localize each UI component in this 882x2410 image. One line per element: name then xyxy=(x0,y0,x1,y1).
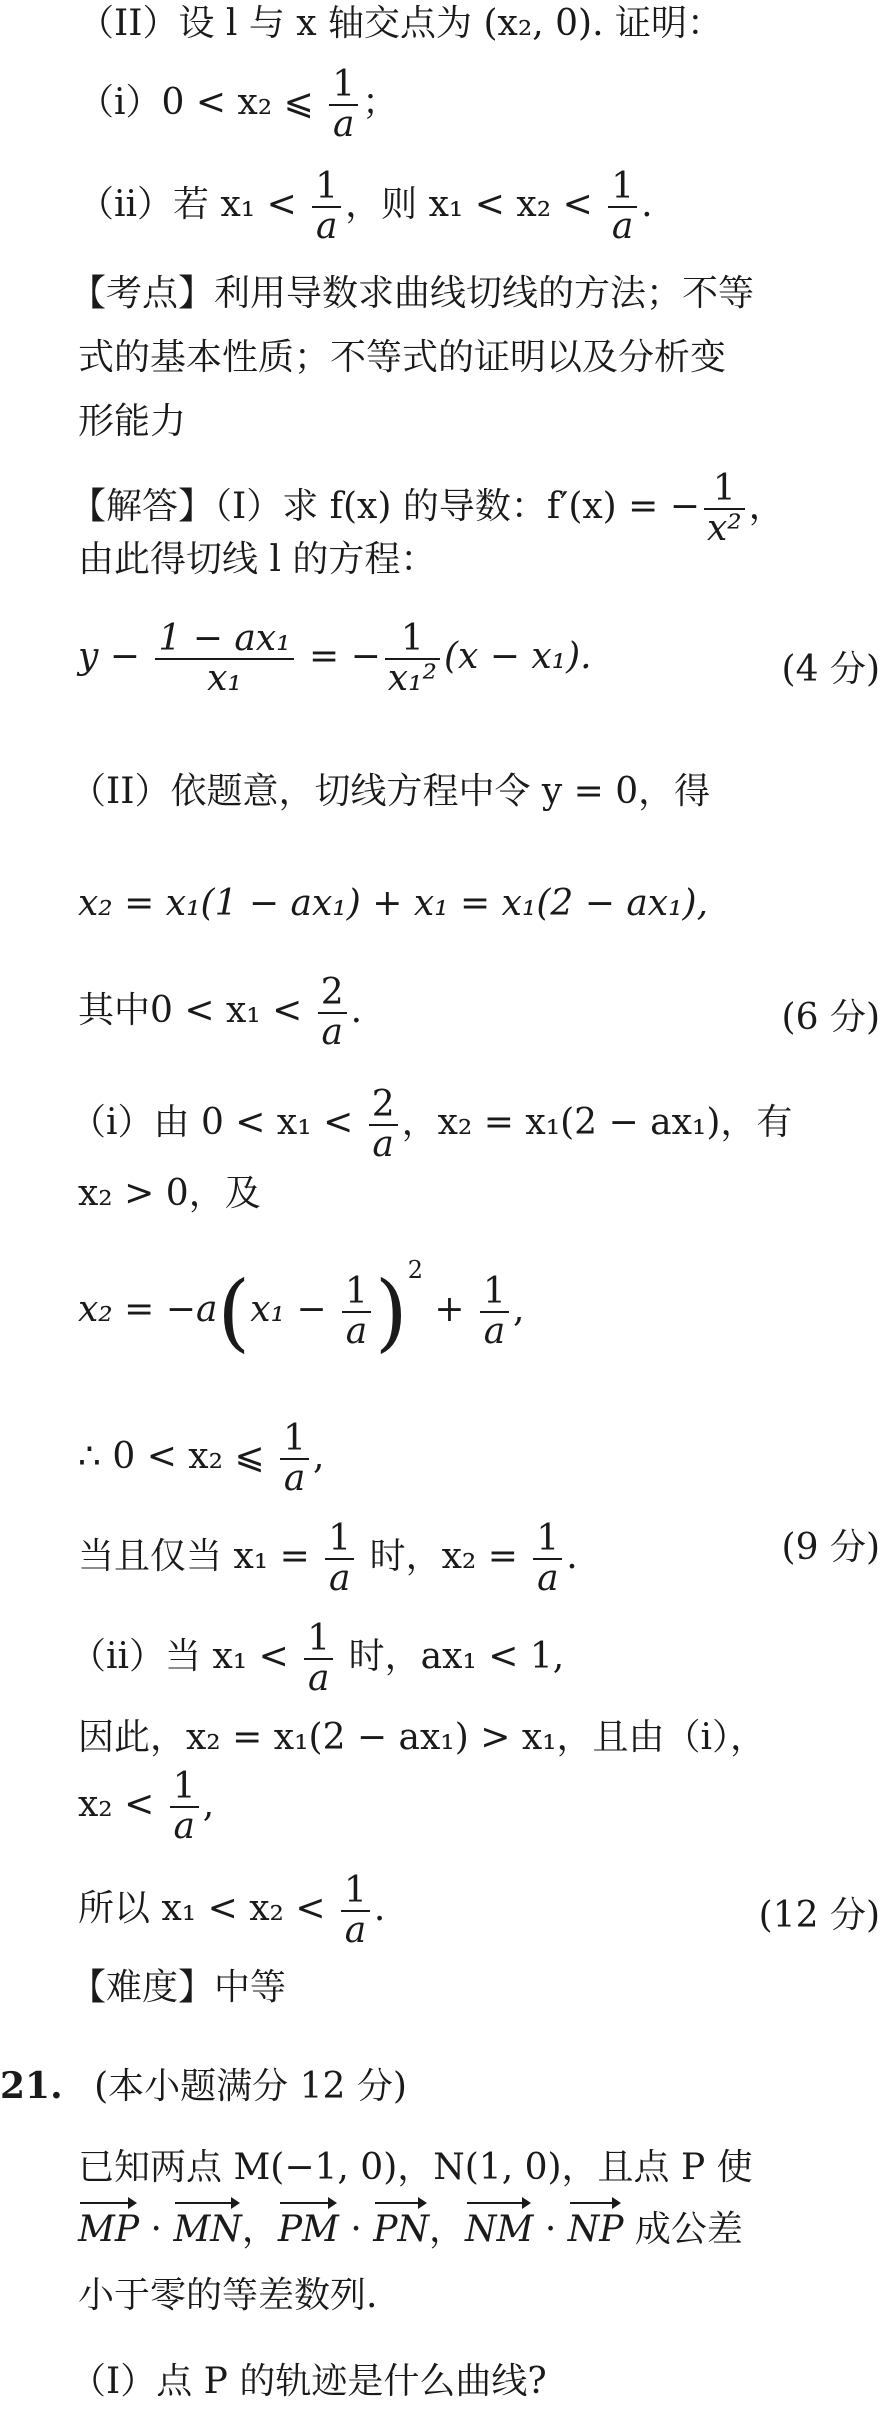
ii-solution-line-1 xyxy=(70,1620,564,1698)
text: 时，ax₁ < 1, xyxy=(337,1635,565,1677)
text: . xyxy=(641,183,653,225)
jieda-line-2 xyxy=(78,538,436,582)
score-mark-9 xyxy=(782,1526,880,1570)
kaodian-line-1 xyxy=(70,272,754,316)
score-mark-12 xyxy=(759,1894,880,1938)
fraction xyxy=(325,1520,354,1598)
numerator: 1 xyxy=(712,468,736,509)
numerator: 1 xyxy=(172,1766,196,1807)
text: （ii）当 x₁ < xyxy=(70,1635,301,1677)
numerator: 1 xyxy=(483,1271,506,1313)
denominator: a xyxy=(369,1124,398,1164)
text: ， xyxy=(429,2209,466,2250)
vector-PN: PN xyxy=(373,2196,429,2252)
text: 当且仅当 x₁ = xyxy=(78,1535,322,1577)
text: ， xyxy=(241,2209,278,2250)
part2-ii-statement xyxy=(78,168,653,246)
numerator: 1 xyxy=(400,618,424,659)
text: + xyxy=(422,1289,477,1330)
text: . xyxy=(373,1887,386,1929)
ii-solution-line-3 xyxy=(78,1768,214,1846)
text: （II）设 l 与 x 轴交点为 (x₂, 0). 证明： xyxy=(78,3,723,44)
part2-statement xyxy=(78,2,723,46)
text: · xyxy=(139,2209,174,2250)
text: ， xyxy=(748,485,785,527)
text: . xyxy=(566,1535,578,1577)
numerator: 1 xyxy=(315,166,339,207)
text: （i）由 0 < x₁ < xyxy=(70,1101,365,1143)
question-21-header xyxy=(0,2064,407,2109)
question-number: 21. xyxy=(0,2065,63,2107)
denominator: a xyxy=(341,1910,370,1950)
tangent-equation xyxy=(78,620,592,698)
denominator: x² xyxy=(704,508,745,548)
text: （i）0 < x₂ ⩽ xyxy=(78,81,326,123)
jieda-line-1 xyxy=(70,470,785,548)
i-solution-line-2 xyxy=(78,1172,261,1216)
numerator: 1 xyxy=(536,1518,560,1559)
ii-solution-line-2 xyxy=(78,1716,766,1760)
vector-PM: PM xyxy=(278,2196,339,2252)
denominator: a xyxy=(318,1012,347,1052)
equation-square xyxy=(78,1256,525,1361)
text: 【考点】利用导数求曲线切线的方法；不等 xyxy=(70,273,755,314)
fraction xyxy=(341,1872,370,1950)
question-21-line-3 xyxy=(78,2274,377,2318)
denominator: a xyxy=(608,206,637,246)
conclusion-line xyxy=(78,1872,385,1950)
numerator: 1 xyxy=(283,1418,306,1459)
denominator: a xyxy=(325,1558,354,1598)
difficulty xyxy=(70,1966,286,2010)
text: 时，x₂ = xyxy=(358,1535,530,1577)
vector-MN: MN xyxy=(173,2196,241,2252)
text: , xyxy=(512,1289,525,1330)
numerator: 2 xyxy=(371,1084,395,1125)
text: x₂ < xyxy=(78,1783,166,1825)
text: x₂ > 0，及 xyxy=(78,1173,261,1214)
equality-condition xyxy=(78,1520,578,1598)
fraction xyxy=(170,1768,199,1846)
text: (4 分) xyxy=(781,649,880,690)
fraction xyxy=(155,620,293,698)
denominator: a xyxy=(329,104,358,144)
fraction xyxy=(342,1273,371,1351)
numerator: 2 xyxy=(320,972,344,1013)
denominator: a xyxy=(304,1658,333,1698)
i-solution-line-1 xyxy=(70,1086,792,1164)
text: 【难度】中等 xyxy=(70,1967,287,2008)
text: x₁ − xyxy=(250,1289,338,1330)
fraction xyxy=(385,620,440,698)
therefore-line xyxy=(78,1420,324,1498)
text: , xyxy=(202,1783,215,1825)
vector-MP: MP xyxy=(78,2196,139,2252)
text: (12 分) xyxy=(758,1895,880,1936)
kaodian-line-2 xyxy=(78,336,726,380)
text: 所以 x₁ < x₂ < xyxy=(78,1887,338,1929)
text: . xyxy=(350,989,363,1031)
question-21-line-1 xyxy=(78,2146,753,2190)
text: · xyxy=(533,2209,568,2250)
text: x₂ = x₁(1 − ax₁) + x₁ = x₁(2 − ax₁), xyxy=(78,883,709,924)
fraction xyxy=(608,168,637,246)
text: 【解答】（I）求 f(x) 的导数：f′(x) = − xyxy=(70,485,700,527)
text: 形能力 xyxy=(78,401,187,442)
denominator: a xyxy=(312,206,341,246)
right-paren: ) xyxy=(374,1263,408,1361)
text: 已知两点 M(−1, 0)，N(1, 0)，且点 P 使 xyxy=(78,2147,753,2188)
text: (6 分) xyxy=(781,997,880,1038)
equation-range xyxy=(78,974,362,1052)
text: (9 分) xyxy=(781,1527,880,1568)
text: , xyxy=(313,1435,325,1477)
text: 因此，x₂ = x₁(2 − ax₁) > x₁，且由（i）， xyxy=(78,1717,767,1758)
text: 小于零的等差数列. xyxy=(78,2275,378,2316)
fraction xyxy=(329,66,358,144)
score-mark-4 xyxy=(782,648,880,692)
text: ∴ 0 < x₂ ⩽ xyxy=(78,1435,277,1477)
fraction xyxy=(480,1273,509,1351)
kaodian-line-3 xyxy=(78,400,186,444)
text: （ii）若 x₁ < xyxy=(78,183,309,225)
denominator: a xyxy=(170,1806,199,1846)
part2-solution xyxy=(70,770,710,814)
vector-NP: NP xyxy=(568,2196,624,2252)
numerator: 1 xyxy=(307,1618,331,1659)
denominator: a xyxy=(280,1458,309,1498)
text: （II）依题意，切线方程中令 y = 0，得 xyxy=(70,771,711,812)
numerator: 1 xyxy=(344,1870,367,1911)
numerator: 1 xyxy=(345,1271,368,1313)
text: · xyxy=(338,2209,374,2250)
text: 式的基本性质；不等式的证明以及分析变 xyxy=(78,337,727,378)
fraction xyxy=(704,470,745,548)
question-21-part-I xyxy=(70,2360,547,2404)
numerator: 1 xyxy=(328,1518,352,1559)
text: 成公差 xyxy=(623,2209,743,2250)
numerator: 1 xyxy=(611,166,635,207)
numerator: 1 xyxy=(332,64,356,105)
fraction xyxy=(280,1420,309,1498)
denominator: a xyxy=(533,1558,562,1598)
text: （I）点 P 的轨迹是什么曲线? xyxy=(70,2361,547,2402)
exponent: 2 xyxy=(407,1256,423,1284)
left-paren: ( xyxy=(217,1263,251,1361)
score-mark-6 xyxy=(782,996,880,1040)
fraction xyxy=(369,1086,398,1164)
text: (本小题满分 12 分) xyxy=(94,2066,407,2107)
part2-i-statement xyxy=(78,66,398,144)
fraction xyxy=(304,1620,333,1698)
question-21-vectors xyxy=(78,2196,743,2252)
text: y − xyxy=(78,635,152,677)
denominator: a xyxy=(480,1311,509,1351)
denominator: x₁ xyxy=(155,658,293,698)
text: x₂ = −a xyxy=(78,1289,218,1330)
denominator: x₁² xyxy=(385,658,440,698)
numerator: 1 − ax₁ xyxy=(158,618,291,659)
text: ； xyxy=(362,81,399,123)
text: 其中0 < x₁ < xyxy=(78,989,314,1031)
fraction xyxy=(318,974,347,1052)
text: 由此得切线 l 的方程： xyxy=(78,539,437,580)
equation-x2 xyxy=(78,882,708,926)
text: (x − x₁). xyxy=(443,635,592,677)
text: ，x₂ = x₁(2 − ax₁)，有 xyxy=(401,1101,793,1143)
text: = − xyxy=(297,635,381,677)
denominator: a xyxy=(342,1311,371,1351)
fraction xyxy=(312,168,341,246)
text: ，则 x₁ < x₂ < xyxy=(345,183,605,225)
fraction xyxy=(533,1520,562,1598)
vector-NM: NM xyxy=(465,2196,533,2252)
